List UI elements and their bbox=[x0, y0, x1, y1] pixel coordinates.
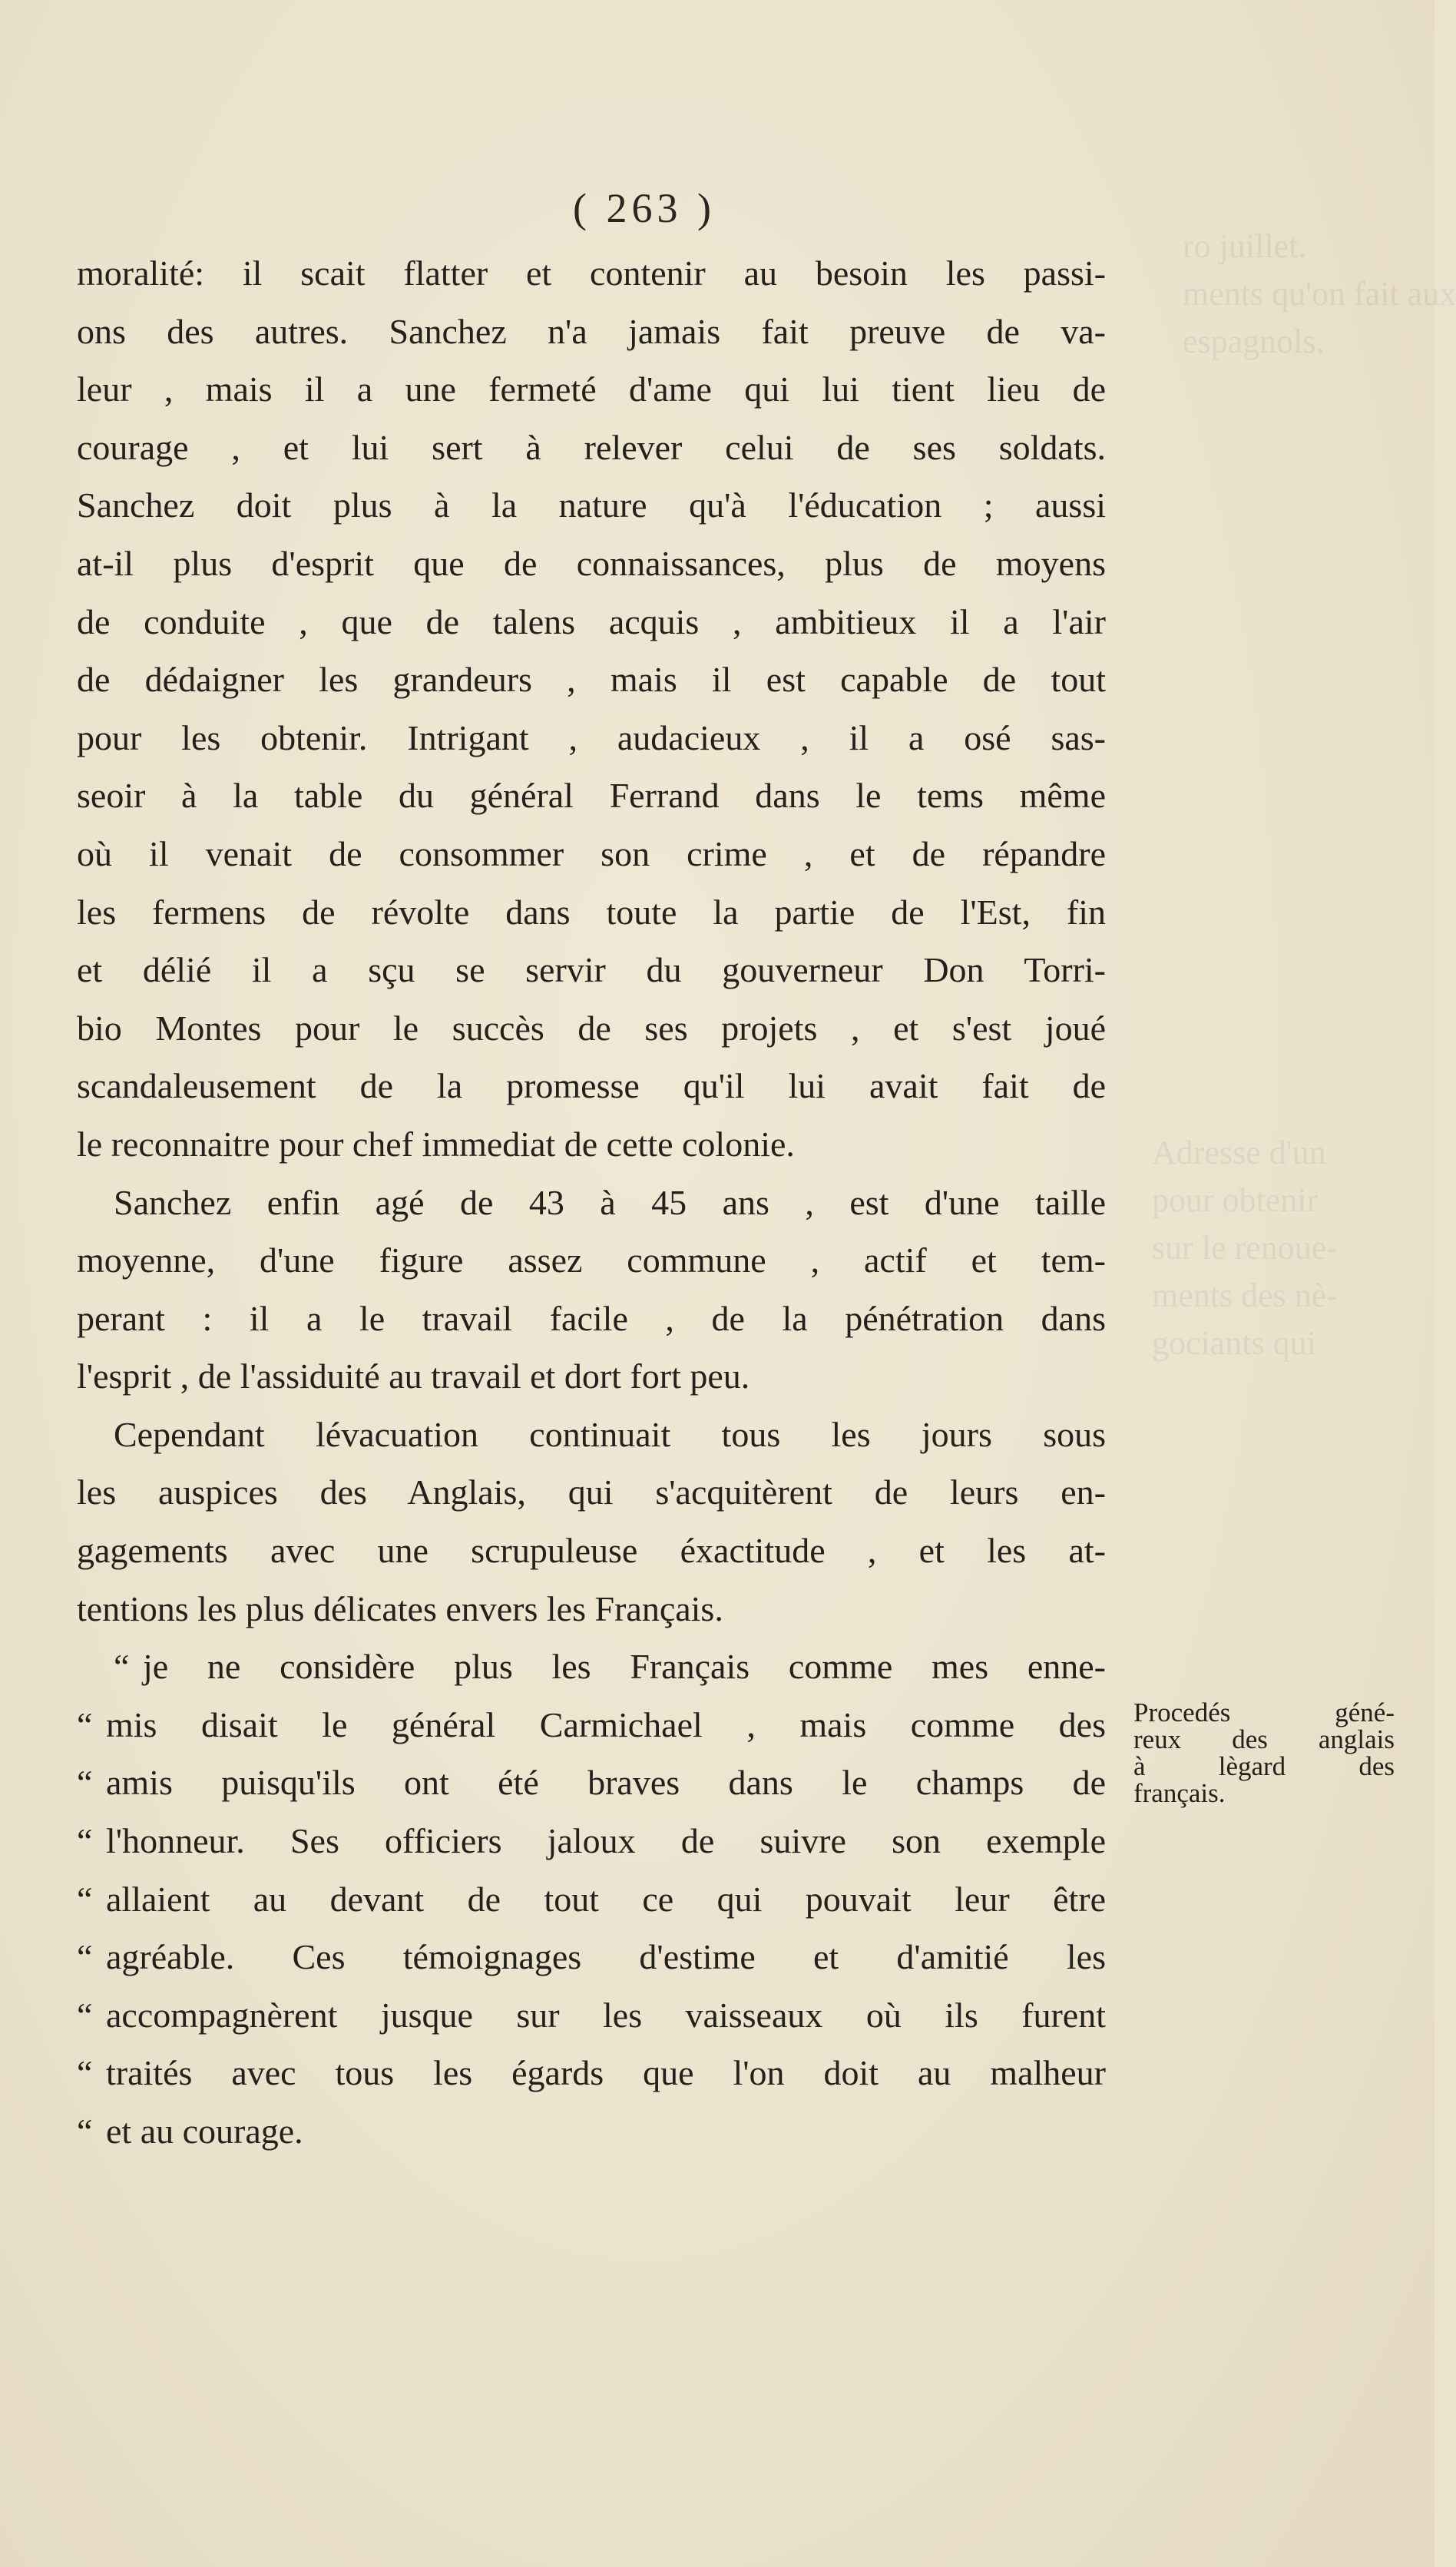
margin-note-line: Procedés géné- bbox=[1133, 1698, 1395, 1727]
text-line: gagements avec une scrupuleuse éxactitude , et les at- bbox=[77, 1531, 1106, 1571]
text-line: tentions les plus délicates envers les Français. bbox=[77, 1588, 723, 1628]
text-line: leur , mais il a une fermeté d'ame qui lui tient lieu de bbox=[77, 369, 1106, 409]
quote-line bbox=[77, 2102, 1106, 2161]
text-line: où il venait de consommer son crime , et de répandre bbox=[77, 833, 1106, 873]
quote-text: accompagnèrent jusque sur les vaisseaux où ils furent bbox=[106, 1995, 1106, 2035]
quote-text: mis disait le général Carmichael , mais comme des bbox=[106, 1704, 1106, 1744]
text-line: l'esprit , de l'assiduité au travail et dort fort peu. bbox=[77, 1356, 750, 1396]
bleed-line: ro juillet. bbox=[1183, 227, 1307, 265]
quote-line bbox=[77, 1928, 1106, 1986]
quote-mark: “ bbox=[77, 2053, 93, 2093]
bleed-through-middle bbox=[1152, 1129, 1428, 1367]
bleed-line: sur le renoue- bbox=[1152, 1229, 1338, 1267]
margin-note bbox=[1133, 1699, 1395, 1807]
quote-mark: “ bbox=[77, 1995, 93, 2035]
bleed-through-top bbox=[1183, 223, 1456, 366]
text-line: de dédaigner les grandeurs , mais il est capable de tout bbox=[77, 660, 1106, 700]
margin-note-line: reux des anglais bbox=[1133, 1724, 1395, 1754]
quote-text: agréable. Ces témoignages d'estime et d'amitié les bbox=[106, 1937, 1106, 1977]
quote-mark: “ bbox=[77, 1821, 93, 1861]
quote-text: allaient au devant de tout ce qui pouvait leur être bbox=[106, 1879, 1106, 1919]
quote-text: l'honneur. Ses officiers jaloux de suivre son exemple bbox=[106, 1821, 1106, 1861]
text-line: et délié il a sçu se servir du gouverneur Don Torri- bbox=[77, 950, 1106, 990]
quote-line bbox=[77, 1638, 1106, 1696]
text-line: le reconnaitre pour chef immediat de cette colonie. bbox=[77, 1124, 795, 1164]
quote-mark: “ bbox=[77, 1879, 93, 1919]
text-line: at-il plus d'esprit que de connaissances, plus de moyens bbox=[77, 543, 1106, 583]
text-line: bio Montes pour le succès de ses projets , et s'est joué bbox=[77, 1008, 1106, 1048]
quote-mark: “ bbox=[77, 1937, 93, 1977]
quote-text: je ne considère plus les Français comme mes enne- bbox=[143, 1647, 1106, 1687]
bleed-line: espagnols. bbox=[1183, 323, 1325, 360]
quote-line bbox=[77, 1986, 1106, 2045]
margin-note-line: français. bbox=[1133, 1778, 1226, 1808]
quote-mark: “ bbox=[77, 2112, 93, 2151]
text-line: scandaleusement de la promesse qu'il lui avait fait de bbox=[77, 1066, 1106, 1106]
bleed-line: ments qu'on fait aux bbox=[1183, 275, 1456, 313]
text-line: de conduite , que de talens acquis , ambitieux il a l'air bbox=[77, 601, 1106, 641]
quote-mark: “ bbox=[114, 1647, 130, 1687]
quote-text: amis puisqu'ils ont été braves dans le champs de bbox=[106, 1763, 1106, 1803]
margin-note-line: à lègard des bbox=[1133, 1751, 1395, 1781]
text-line: Sanchez doit plus à la nature qu'à l'éducation ; aussi bbox=[77, 485, 1106, 525]
quote-text: et au courage. bbox=[106, 2112, 303, 2151]
text-line: perant : il a le travail facile , de la pénétration dans bbox=[77, 1298, 1106, 1338]
quote-mark: “ bbox=[77, 1763, 93, 1803]
quote-mark: “ bbox=[77, 1704, 93, 1744]
page-number: ( 263 ) bbox=[573, 185, 716, 231]
bleed-line: gociants qui bbox=[1152, 1324, 1316, 1362]
text-line: courage , et lui sert à relever celui de ses soldats. bbox=[77, 427, 1106, 467]
text-line: ons des autres. Sanchez n'a jamais fait preuve de va- bbox=[77, 311, 1106, 351]
text-line: moyenne, d'une figure assez commune , actif et tem- bbox=[77, 1240, 1106, 1280]
quote-line bbox=[77, 1754, 1106, 1812]
quote-line bbox=[77, 1812, 1106, 1870]
quote-line bbox=[77, 1870, 1106, 1929]
text-line: Cependant lévacuation continuait tous les jours sous bbox=[114, 1414, 1106, 1454]
bleed-line: pour obtenir bbox=[1152, 1181, 1319, 1219]
body-text bbox=[77, 244, 1106, 2161]
text-line: les fermens de révolte dans toute la partie de l'Est, fin bbox=[77, 892, 1106, 932]
text-line: pour les obtenir. Intrigant , audacieux , il a osé sas- bbox=[77, 717, 1106, 757]
text-line: les auspices des Anglais, qui s'acquitèrent de leurs en- bbox=[77, 1472, 1106, 1512]
quote-text: traités avec tous les égards que l'on doit au malheur bbox=[106, 2053, 1106, 2093]
page-header bbox=[0, 184, 1434, 232]
quote-line bbox=[77, 2044, 1106, 2102]
text-line: moralité: il scait flatter et contenir au besoin les passi- bbox=[77, 253, 1106, 293]
bleed-line: ments des nè- bbox=[1152, 1277, 1338, 1314]
text-line: seoir à la table du général Ferrand dans le tems même bbox=[77, 776, 1106, 816]
bleed-line: Adresse d'un bbox=[1152, 1134, 1326, 1171]
text-line: Sanchez enfin agé de 43 à 45 ans , est d'une taille bbox=[114, 1182, 1106, 1222]
quote-line bbox=[77, 1696, 1106, 1754]
